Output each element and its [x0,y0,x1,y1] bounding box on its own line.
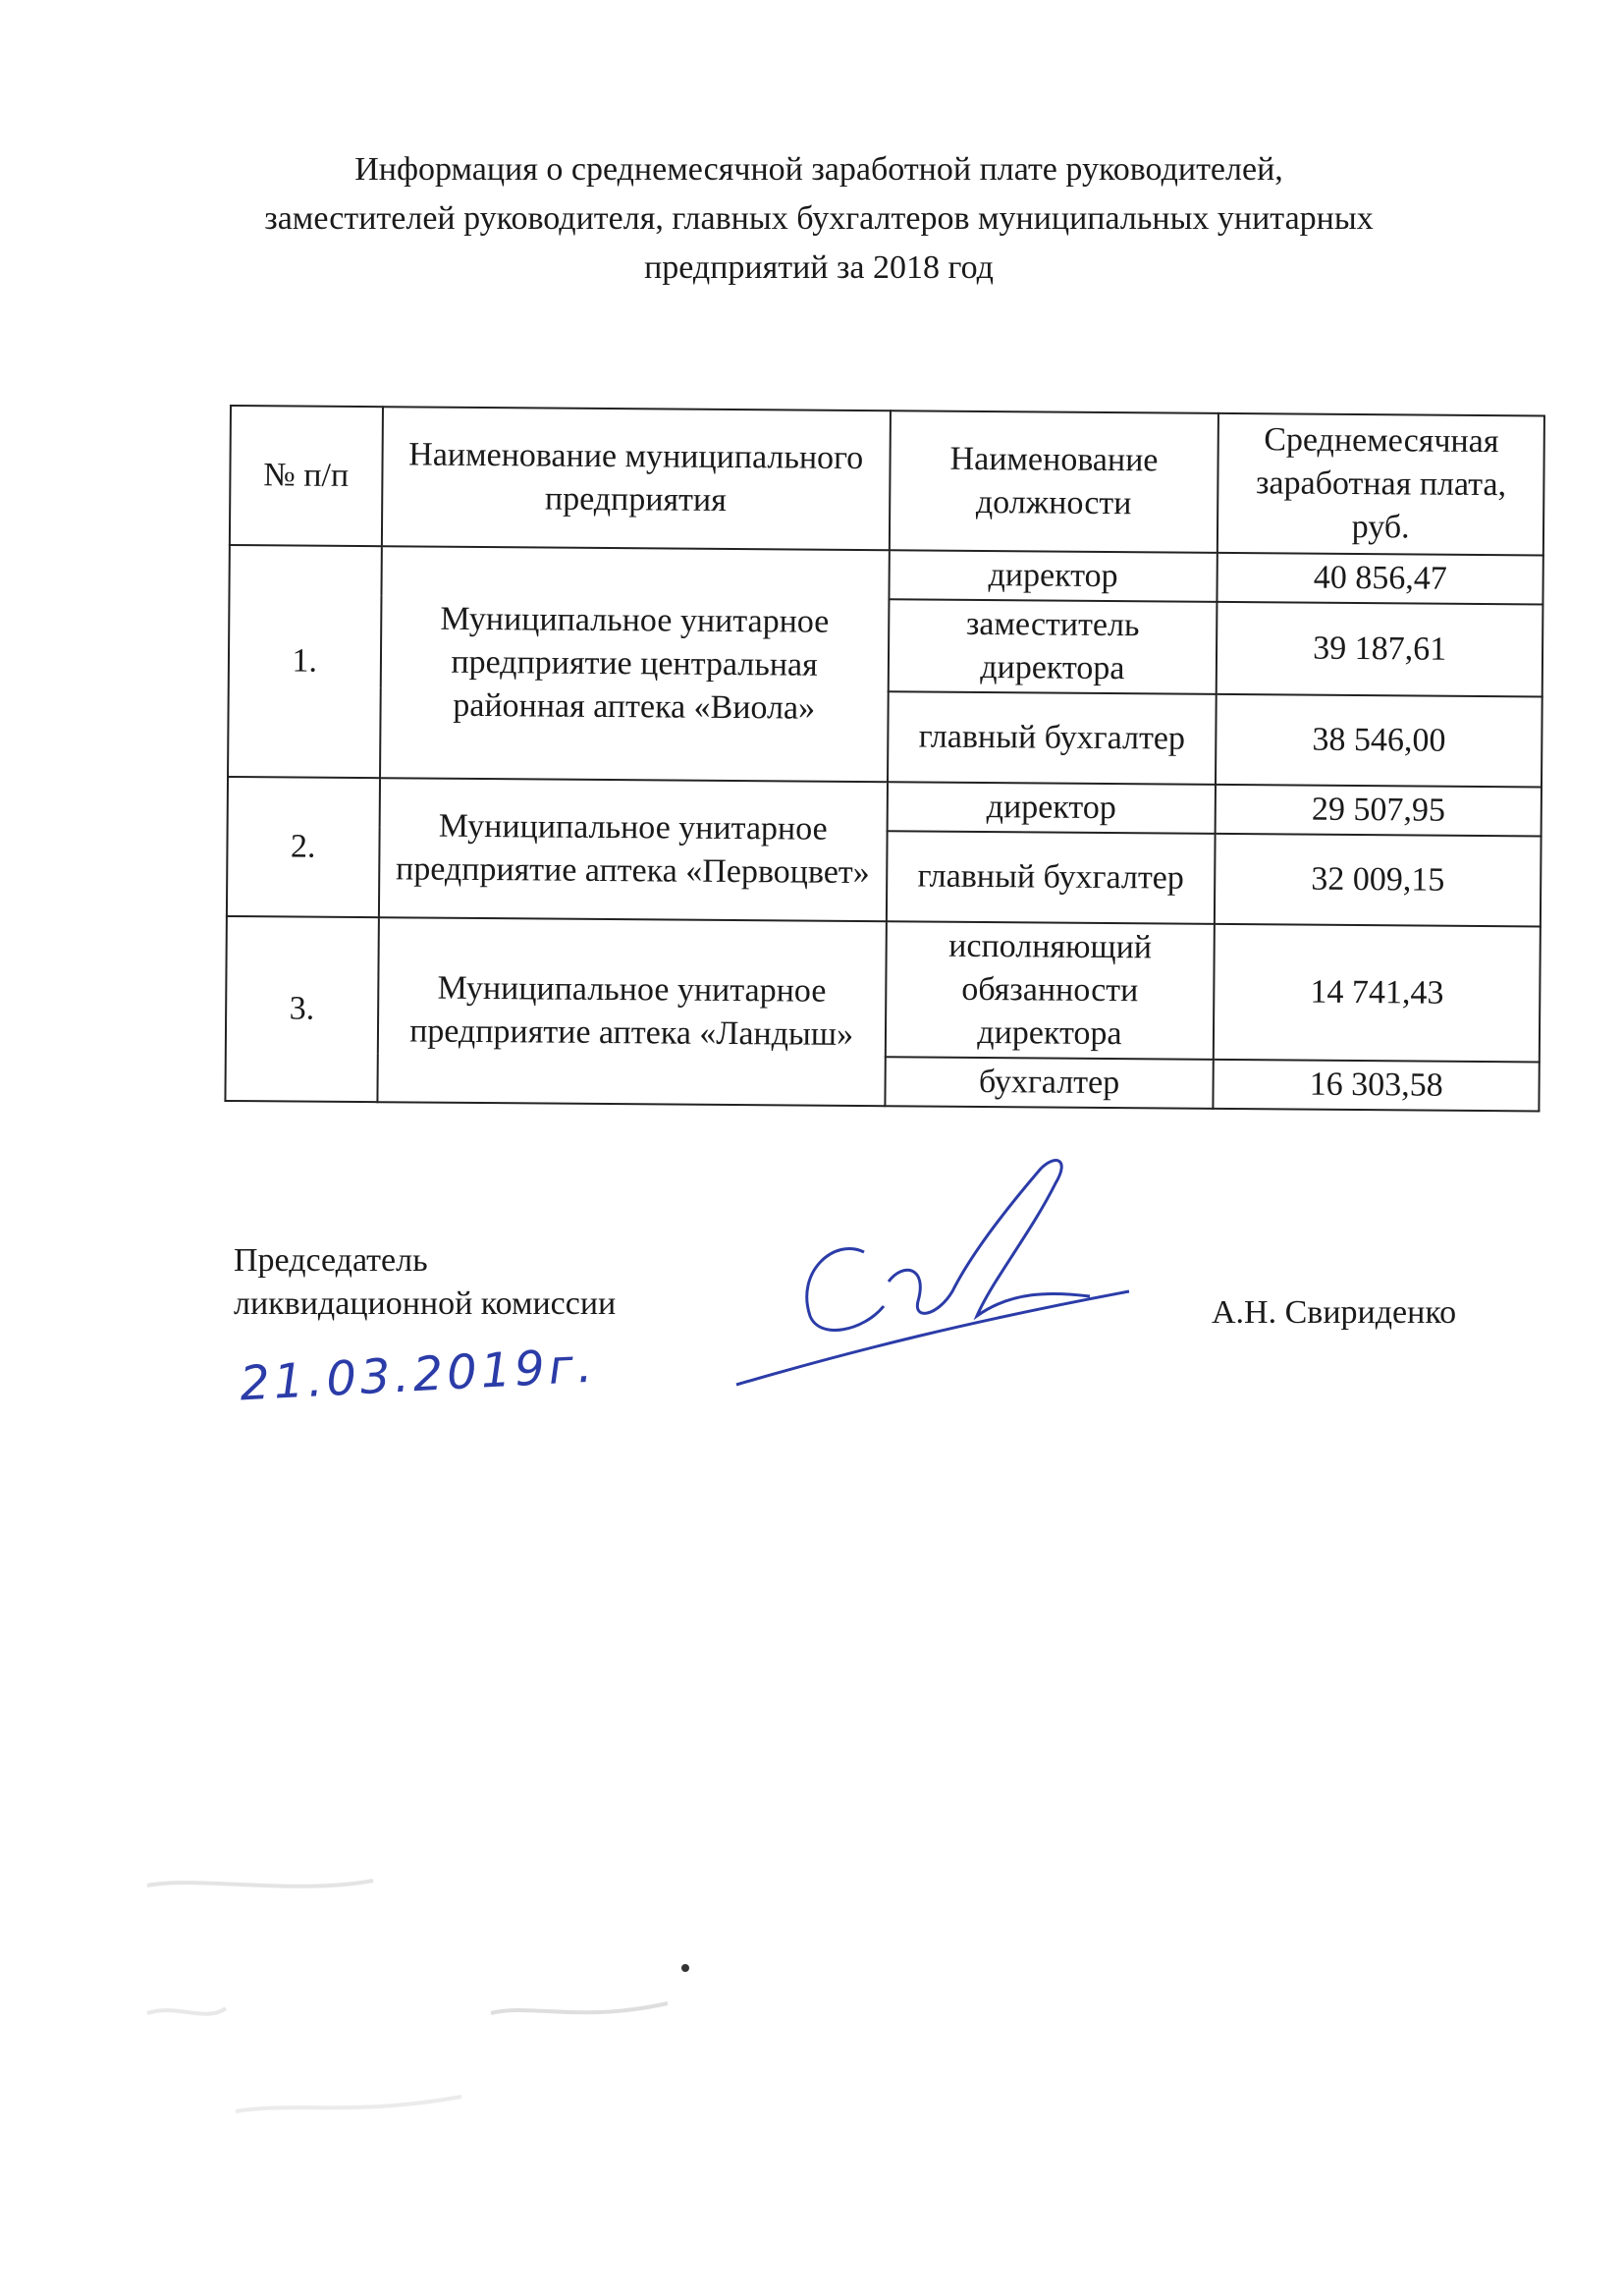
salary-cell: 32 009,15 [1215,834,1541,927]
title-line-3: предприятий за 2018 год [644,249,994,286]
position-cell: бухгалтер [885,1057,1214,1109]
signatory-role [234,1239,616,1326]
salary-cell: 29 507,95 [1216,785,1542,837]
salary-cell: 38 546,00 [1216,694,1542,788]
header-enterprise: Наименование муниципального предприятия [381,407,890,550]
role-line-2: ликвидационной комиссии [234,1285,617,1322]
title-line-1: Информация о среднемесячной заработной плате руководителей, [354,151,1283,188]
enterprise-name: Муниципальное унитарное предприятие аптека «Первоцвет» [379,778,888,921]
position-cell: исполняющий обязанности директора [885,921,1215,1060]
enterprise-name: Муниципальное унитарное предприятие центральная районная аптека «Виола» [380,546,890,782]
position-cell: директор [887,782,1216,834]
table-row [228,777,1542,837]
handwritten-date: 21.03.2019г. [238,1338,598,1412]
position-cell: главный бухгалтер [888,691,1217,785]
row-number: 2. [227,777,380,917]
role-line-1: Председатель [234,1242,428,1279]
row-number: 1. [228,545,381,778]
position-cell: главный бухгалтер [887,831,1216,924]
header-salary: Среднемесячная заработная плата, руб. [1217,413,1544,556]
header-number: № п/п [230,406,383,546]
row-number: 3. [225,916,378,1102]
table-row [226,916,1541,1063]
header-position: Наименование должности [890,410,1219,553]
document-title [79,145,1559,293]
salary-table [224,405,1545,1113]
table-row [229,545,1542,605]
salary-cell: 40 856,47 [1217,553,1543,605]
salary-cell: 16 303,58 [1214,1060,1540,1112]
title-line-2: заместителей руководителя, главных бухгалтеров муниципальных унитарных [264,200,1374,237]
enterprise-name: Муниципальное унитарное предприятие аптека «Ландыш» [377,917,887,1106]
signatory-name: А.Н. Свириденко [1212,1294,1457,1331]
table-header-row [230,406,1544,556]
position-cell: директор [889,550,1217,602]
faint-bleedthrough-marks [118,1866,805,2239]
handwritten-signature [717,1144,1168,1399]
salary-cell: 14 741,43 [1214,924,1541,1063]
position-cell: заместитель директора [888,599,1217,694]
salary-cell: 39 187,61 [1217,602,1542,697]
